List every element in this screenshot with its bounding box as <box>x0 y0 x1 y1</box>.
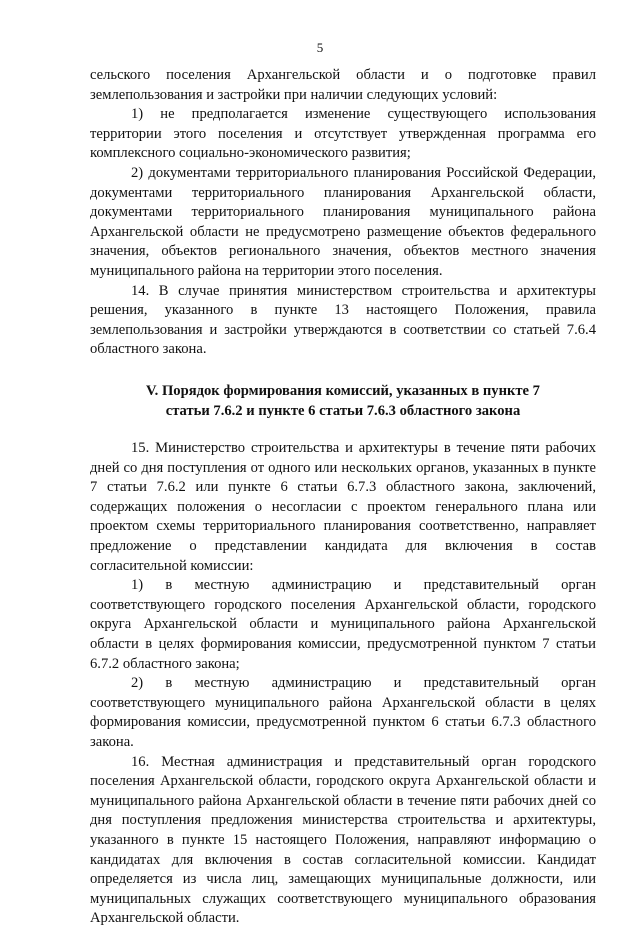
clause-14: 14. В случае принятия министерством строительства и архитектуры решения, указанного в пункте 13 настоящего Положения, правила землепользования и застройки утверждаются в соответствии со статьей 7.6.4 областного закона. <box>90 282 596 358</box>
clause-16: 16. Местная администрация и представительный орган городского поселения Архангельской области, городского округа Архангельской области и муниципального района Архангельской области в течение пяти рабочих дней со дня поступления предложения министерства строительства и архитектуры, указанного в пункте 15 настоящего Положения, направляют информацию о кандидатах для включения в состав согласительной комиссии. Кандидат определяется из числа лиц, замещающих муниципальные должности, или муниципальных служащих соответствующего муниципального образования Архангельской области. <box>90 753 596 927</box>
list-item-condition-2: 2) документами территориального планирования Российской Федерации, документами территориального планирования Архангельской области, документами территориального планирования муниципального района Архангельской области не предусмотрено размещение объектов федерального значения, объектов регионального значения, объектов местного значения муниципального района на территории этого поселения. <box>90 164 596 279</box>
list-item-recipient-1: 1) в местную администрацию и представительный орган соответствующего городского поселения Архангельской области, городского округа Архангельской области и муниципального района Архангельской области в целях формирования комиссии, предусмотренной пунктом 7 статьи 6.7.2 областного закона; <box>90 577 596 672</box>
list-item-condition-1: 1) не предполагается изменение существующего использования территории этого поселения и отсутствует утвержденная программа его комплексного социально-экономического развития; <box>90 106 596 162</box>
section-heading <box>90 382 596 421</box>
page-number: 5 <box>316 40 324 55</box>
paragraph-continuation: сельского поселения Архангельской области и о подготовке правил землепользования и застройки при наличии следующих условий: <box>90 67 596 103</box>
section-heading-line-2: статьи 7.6.2 и пункте 6 статьи 7.6.3 областного закона <box>165 402 521 419</box>
section-heading-line-1: V. Порядок формирования комиссий, указанных в пункте 7 <box>146 382 540 399</box>
clause-15: 15. Министерство строительства и архитектуры в течение пяти рабочих дней со дня поступления от одного или нескольких органов, указанных в пункте 7 статьи 7.6.2 или пункте 6 статьи 6.7.3 областного закона, заключений, содержащих положения о несогласии с проектом генерального плана или проектом схемы территориального планирования соответственно, направляет предложение о представлении кандидата для включения в состав согласительной комиссии: <box>90 440 596 574</box>
list-item-recipient-2: 2) в местную администрацию и представительный орган соответствующего муниципального района Архангельской области в целях формирования комиссии, предусмотренной пунктом 6 статьи 6.7.3 областного закона. <box>90 675 596 750</box>
document-body <box>90 66 596 929</box>
